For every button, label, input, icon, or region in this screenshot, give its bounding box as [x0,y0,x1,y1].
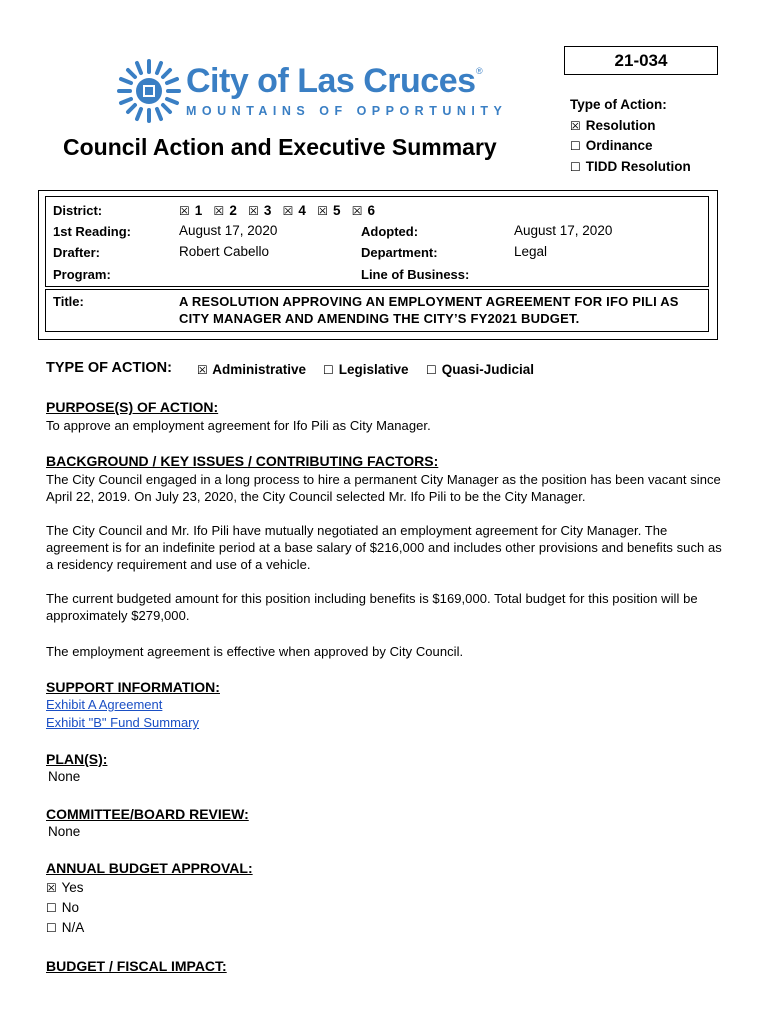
checkbox-checked-icon: ☒ [213,204,225,218]
action-option-legislative: ☐ Legislative [323,362,409,377]
district-2: ☒ 2 [213,203,237,218]
type-of-action-heading: Type of Action: [570,97,667,112]
drafter-label: Drafter: [53,245,100,260]
background-paragraph-2: The City Council and Mr. Ifo Pili have mutually negotiated an employment agreement for City Manager. The agreement is for an indefinite period at a base salary of $216,000 and includes other provisions and benefits such as a residency requirement and use of a vehicle. [46,523,722,572]
district-5: ☒ 5 [317,203,341,218]
checkbox-checked-icon: ☒ [248,204,259,218]
checkbox-empty-icon: ☐ [46,921,57,935]
adopted-value: August 17, 2020 [514,223,613,238]
checkbox-checked-icon: ☒ [570,118,581,133]
district-6: ☒ 6 [351,203,376,218]
support-heading: SUPPORT INFORMATION: [46,679,220,695]
district-3: ☒ 3 [248,203,272,218]
plans-value: None [48,769,81,784]
type-of-action-box [570,95,691,177]
committee-heading: COMMITTEE/BOARD REVIEW: [46,806,249,822]
checkbox-empty-icon: ☐ [426,363,437,377]
checkbox-checked-icon: ☒ [46,881,57,895]
department-value: Legal [514,244,548,259]
checkbox-checked-icon: ☒ [317,204,328,218]
action-option-administrative: ☒ Administrative [197,362,307,377]
type-option-tidd-resolution: ☐ TIDD Resolution [570,157,691,178]
exhibit-a-link[interactable]: Exhibit A Agreement [46,697,163,712]
checkbox-checked-icon: ☒ [282,204,294,218]
background-paragraph-1: The City Council engaged in a long process to hire a permanent City Manager as the position has been vacant since April 22, 2019. On July 23, 2020, the City Council selected Mr. Ifo Pili to be the City Manager. [46,472,721,504]
district-label: District: [53,203,103,218]
action-type-label: TYPE OF ACTION: [46,360,172,376]
exhibit-b-link[interactable]: Exhibit "B" Fund Summary [46,715,200,730]
budget-approval-heading: ANNUAL BUDGET APPROVAL: [46,860,253,876]
type-option-ordinance: ☐ Ordinance [570,136,691,157]
title-label: Title: [53,294,84,309]
logo-subtitle: MOUNTAINS OF OPPORTUNITY [186,104,508,118]
line-of-business-label: Line of Business: [361,267,470,282]
checkbox-empty-icon: ☐ [46,901,57,915]
sun-emblem-icon [116,58,182,124]
first-reading-label: 1st Reading: [53,224,132,239]
purpose-heading: PURPOSE(S) OF ACTION: [46,399,219,415]
action-type-row [46,360,172,376]
city-logo [116,58,508,124]
checkbox-checked-icon: ☒ [351,204,363,218]
background-paragraph-4: The employment agreement is effective when approved by City Council. [46,644,464,659]
type-option-resolution: ☒ Resolution [570,116,691,137]
checkbox-checked-icon: ☒ [197,363,208,377]
title-value: A RESOLUTION APPROVING AN EMPLOYMENT AGREEMENT FOR IFO PILI AS CITY MANAGER AND AMENDING THE CITY’S FY2021 BUDGET. [179,294,679,326]
drafter-value: Robert Cabello [179,244,270,259]
committee-value: None [48,824,81,839]
department-label: Department: [361,245,438,260]
budget-option-na: ☐ N/A [46,920,85,935]
logo-title: City of Las Cruces [186,62,476,100]
document-number: 21-034 [564,46,718,75]
district-4: ☒ 4 [282,203,306,218]
logo-registered-mark: ® [476,66,483,76]
checkbox-empty-icon: ☐ [323,363,334,377]
purpose-text: To approve an employment agreement for Ifo Pili as City Manager. [46,418,431,433]
action-option-quasi-judicial: ☐ Quasi-Judicial [426,362,535,377]
checkbox-empty-icon: ☐ [570,159,581,174]
budget-option-yes: ☒ Yes [46,880,84,895]
fiscal-impact-heading: BUDGET / FISCAL IMPACT: [46,958,227,974]
district-1: ☒ 1 [179,203,203,218]
background-heading: BACKGROUND / KEY ISSUES / CONTRIBUTING FACTORS: [46,453,439,469]
adopted-label: Adopted: [361,224,419,239]
page-title: Council Action and Executive Summary [63,134,497,160]
program-label: Program: [53,267,111,282]
first-reading-value: August 17, 2020 [179,223,278,238]
budget-option-no: ☐ No [46,900,80,915]
background-paragraph-3: The current budgeted amount for this position including benefits is $169,000. Total budget for this position will be approximately $279,000. [46,591,698,623]
plans-heading: PLAN(S): [46,751,108,767]
district-list [179,203,375,218]
checkbox-checked-icon: ☒ [179,204,190,218]
checkbox-empty-icon: ☐ [570,139,581,153]
